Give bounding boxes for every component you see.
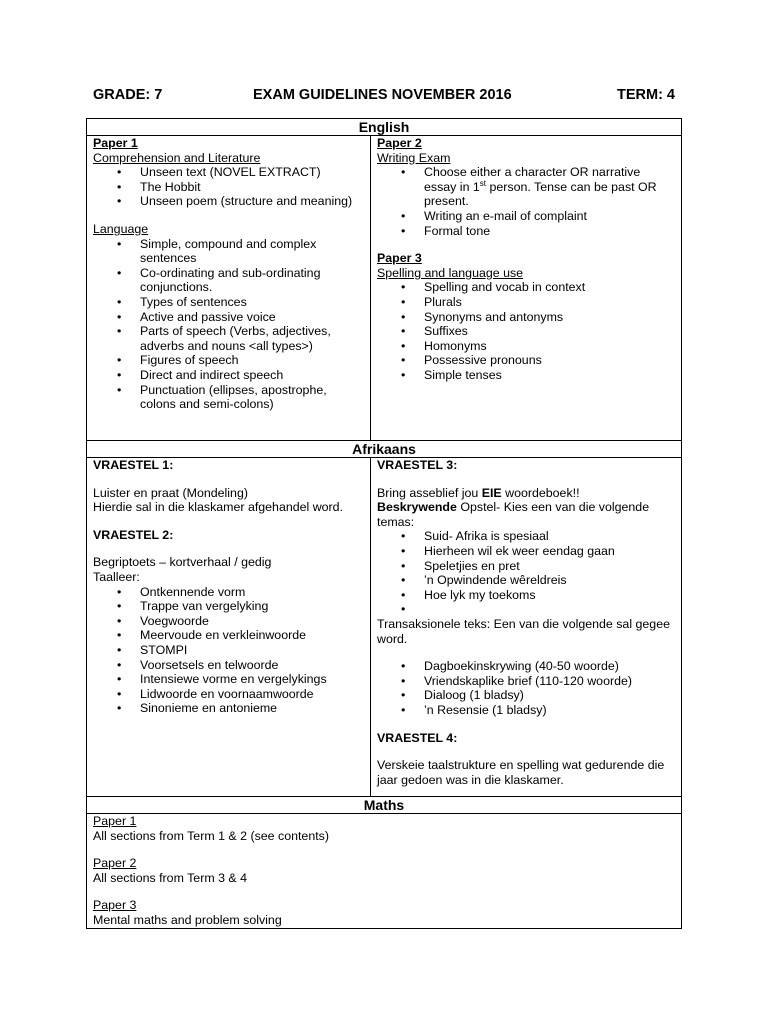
list-item: • Intensiewe vorme en vergelykings [140,672,364,687]
vraestel2-label: VRAESTEL 2: [93,527,174,542]
list-item: • Suffixes [424,324,675,339]
list-item: • Ontkennende vorm [140,585,364,600]
vraestel2-line1: Begriptoets – kortverhaal / gedig [93,555,272,570]
english-heading: English [87,119,682,136]
list-item: • Figures of speech [140,353,364,368]
vraestel1-line1: Luister en praat (Mondeling) [93,485,248,500]
vraestel3-dictionary-note: Bring asseblief jou EIE woordeboek!! [377,485,580,500]
english-language-list [93,237,364,412]
list-item [424,602,675,617]
maths-content-row [87,814,682,929]
english-content-row [87,136,682,441]
english-paper1-label: Paper 1 [93,136,138,150]
list-item: • Vriendskaplike brief (110-120 woorde) [424,674,675,689]
list-item: • STOMPI [140,643,364,658]
list-item: • Types of sentences [140,295,364,310]
english-paper2-3-cell [371,136,682,441]
list-item: • Dagboekinskrywing (40-50 woorde) [424,659,675,674]
english-heading-row [87,119,682,136]
vraestel4-label: VRAESTEL 4: [377,730,458,745]
list-item: • Parts of speech (Verbs, adjectives, adverbs and nouns <all types>) [140,324,364,353]
vraestel3-essay-instruction: Beskrywende Opstel- Kies een van die volgende temas: [377,500,650,529]
maths-paper3-text: Mental maths and problem solving [93,912,282,927]
vraestel3-topic-list [377,529,675,617]
list-item: • Active and passive voice [140,310,364,325]
list-item: • Unseen poem (structure and meaning) [140,194,364,209]
maths-paper2-label: Paper 2 [93,856,137,871]
english-paper2-label: Paper 2 [377,136,422,150]
list-item: • Co-ordinating and sub-ordinating conjunctions. [140,266,364,295]
english-paper2-subheading: Writing Exam [377,150,451,165]
english-paper1-cell [87,136,371,441]
maths-paper1-label: Paper 1 [93,814,137,828]
afrikaans-heading: Afrikaans [87,441,682,458]
term-label: TERM: 4 [617,87,675,103]
maths-heading-row [87,797,682,814]
vraestel2-list [93,585,364,716]
list-item: • Choose either a character OR narrative essay in 1st person. Tense can be past OR present. [424,165,675,209]
list-item: • Simple tenses [424,368,675,383]
afrikaans-heading-row [87,441,682,458]
vraestel1-label: VRAESTEL 1: [93,458,174,472]
grade-label: GRADE: 7 [93,87,163,103]
vraestel3-transactional-list [377,659,675,717]
list-item: • Possessive pronouns [424,353,675,368]
english-paper3-subheading: Spelling and language use [377,265,524,280]
maths-paper3-label: Paper 3 [93,898,137,913]
vraestel4-text: Verskeie taalstrukture en spelling wat gedurende die jaar gedoen was in die klaskamer. [377,758,665,787]
document-header [93,88,675,106]
list-item: • Meervoude en verkleinwoorde [140,628,364,643]
list-item: • Lidwoorde en voornaamwoorde [140,687,364,702]
list-item: • Trappe van vergelyking [140,599,364,614]
list-item: • ’n Resensie (1 bladsy) [424,703,675,718]
list-item: • Homonyms [424,339,675,354]
afrikaans-left-cell [87,458,371,797]
list-item: • The Hobbit [140,180,364,195]
list-item: • Voorsetsels en telwoorde [140,658,364,673]
maths-paper1-text: All sections from Term 1 & 2 (see contents) [93,828,329,843]
list-item: • Voegwoorde [140,614,364,629]
maths-paper2-text: All sections from Term 3 & 4 [93,870,248,885]
list-item: • Sinonieme en antonieme [140,701,364,716]
english-paper1-subheading: Comprehension and Literature [93,150,261,165]
english-paper3-label: Paper 3 [377,251,422,266]
guidelines-table [86,118,682,929]
list-item: • Punctuation (ellipses, apostrophe, colons and semi-colons) [140,383,364,412]
list-item: • ’n Opwindende wêreldreis [424,573,675,588]
list-item: • Hierheen wil ek weer eendag gaan [424,544,675,559]
list-item: • Speletjies en pret [424,559,675,574]
list-item: • Suid- Afrika is spesiaal [424,529,675,544]
maths-cell [87,814,682,929]
english-language-heading: Language [93,221,149,236]
list-item: • Simple, compound and complex sentences [140,237,364,266]
list-item: • Spelling and vocab in context [424,280,675,295]
vraestel2-line2: Taalleer: [93,569,140,584]
english-paper3-list [377,280,675,382]
afrikaans-right-cell [371,458,682,797]
list-item: • Formal tone [424,224,675,239]
list-item: • Dialoog (1 bladsy) [424,688,675,703]
document-title: EXAM GUIDELINES NOVEMBER 2016 [253,87,512,103]
list-item: • Hoe lyk my toekoms [424,588,675,603]
list-item: • Direct and indirect speech [140,368,364,383]
list-item: • Unseen text (NOVEL EXTRACT) [140,165,364,180]
vraestel3-transactional-text: Transaksionele teks: Een van die volgende sal gegee word. [377,616,670,646]
list-item: • Writing an e-mail of complaint [424,209,675,224]
list-item: • Synonyms and antonyms [424,310,675,325]
vraestel3-label: VRAESTEL 3: [377,458,458,472]
english-paper1-list [93,165,364,209]
vraestel1-line2: Hierdie sal in die klaskamer afgehandel word. [93,500,344,515]
list-item: • Plurals [424,295,675,310]
afrikaans-content-row [87,458,682,797]
maths-heading: Maths [87,797,682,814]
english-paper2-list [377,165,675,238]
